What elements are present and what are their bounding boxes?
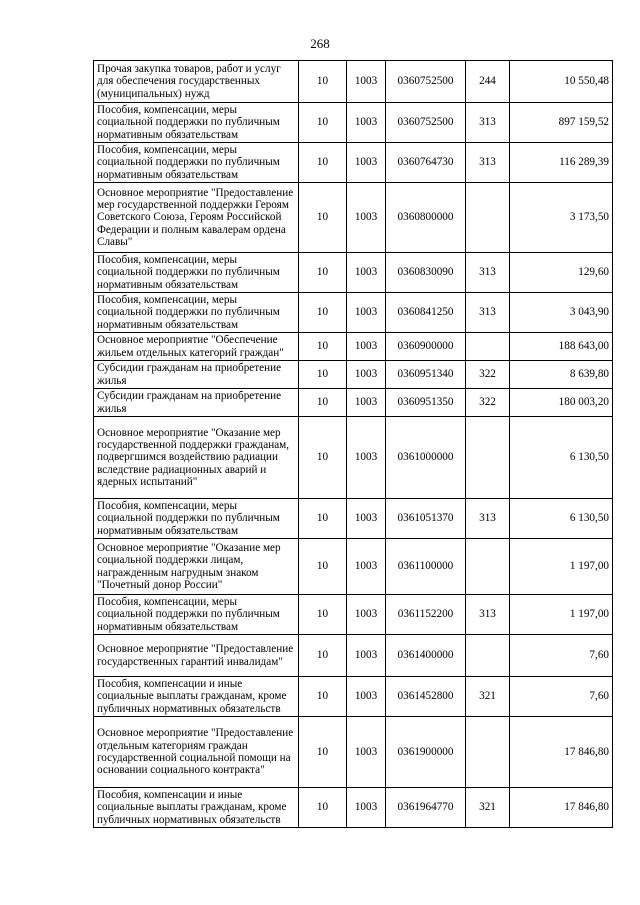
cell-sum: 17 846,80 bbox=[510, 717, 613, 788]
table-row bbox=[94, 61, 613, 103]
cell-section: 10 bbox=[299, 183, 347, 253]
cell-name: Основное мероприятие "Оказание мер социальной поддержки лицам, награжденным нагрудным знаком "Почетный донор России" bbox=[94, 539, 299, 595]
cell-expense-type bbox=[466, 539, 510, 595]
cell-expense-type: 313 bbox=[466, 595, 510, 635]
cell-name: Основное мероприятие "Обеспечение жильем отдельных категорий граждан" bbox=[94, 333, 299, 361]
cell-target-code: 0360752500 bbox=[386, 103, 466, 143]
cell-target-code: 0360841250 bbox=[386, 293, 466, 333]
cell-name: Субсидии гражданам на приобретение жилья bbox=[94, 389, 299, 417]
cell-sum: 8 639,80 bbox=[510, 361, 613, 389]
page-number: 268 bbox=[310, 36, 330, 51]
table-row bbox=[94, 333, 613, 361]
cell-section: 10 bbox=[299, 499, 347, 539]
cell-section: 10 bbox=[299, 635, 347, 677]
cell-target-code: 0361452800 bbox=[386, 677, 466, 717]
cell-name: Пособия, компенсации, меры социальной поддержки по публичным нормативным обязательствам bbox=[94, 293, 299, 333]
cell-sum: 116 289,39 bbox=[510, 143, 613, 183]
cell-name: Основное мероприятие "Оказание мер государственной поддержки гражданам, подвергшимся воздействию радиации вследствие радиационных аварий и ядерных испытаний" bbox=[94, 417, 299, 499]
cell-name: Пособия, компенсации, меры социальной поддержки по публичным нормативным обязательствам bbox=[94, 499, 299, 539]
cell-sum: 1 197,00 bbox=[510, 595, 613, 635]
cell-name: Субсидии гражданам на приобретение жилья bbox=[94, 361, 299, 389]
cell-name: Прочая закупка товаров, работ и услуг для обеспечения государственных (муниципальных) нужд bbox=[94, 61, 299, 103]
cell-section: 10 bbox=[299, 677, 347, 717]
cell-target-code: 0360830090 bbox=[386, 253, 466, 293]
cell-sum: 1 197,00 bbox=[510, 539, 613, 595]
cell-sum: 3 043,90 bbox=[510, 293, 613, 333]
cell-section: 10 bbox=[299, 333, 347, 361]
table-row bbox=[94, 253, 613, 293]
cell-sum: 180 003,20 bbox=[510, 389, 613, 417]
cell-target-code: 0361152200 bbox=[386, 595, 466, 635]
cell-section: 10 bbox=[299, 143, 347, 183]
table-row bbox=[94, 595, 613, 635]
cell-expense-type: 313 bbox=[466, 499, 510, 539]
table-row bbox=[94, 788, 613, 828]
table-row bbox=[94, 389, 613, 417]
cell-subsection: 1003 bbox=[347, 361, 386, 389]
cell-expense-type: 313 bbox=[466, 143, 510, 183]
cell-expense-type: 322 bbox=[466, 389, 510, 417]
cell-section: 10 bbox=[299, 253, 347, 293]
table-row bbox=[94, 183, 613, 253]
cell-sum: 10 550,48 bbox=[510, 61, 613, 103]
cell-name: Основное мероприятие "Предоставление отдельным категориям граждан государственной социальной помощи на основании социального контракта" bbox=[94, 717, 299, 788]
cell-subsection: 1003 bbox=[347, 333, 386, 361]
cell-target-code: 0361400000 bbox=[386, 635, 466, 677]
cell-section: 10 bbox=[299, 539, 347, 595]
cell-section: 10 bbox=[299, 417, 347, 499]
cell-target-code: 0360951350 bbox=[386, 389, 466, 417]
cell-subsection: 1003 bbox=[347, 389, 386, 417]
cell-expense-type bbox=[466, 333, 510, 361]
cell-subsection: 1003 bbox=[347, 417, 386, 499]
cell-target-code: 0361100000 bbox=[386, 539, 466, 595]
cell-sum: 3 173,50 bbox=[510, 183, 613, 253]
cell-target-code: 0360800000 bbox=[386, 183, 466, 253]
cell-subsection: 1003 bbox=[347, 253, 386, 293]
cell-subsection: 1003 bbox=[347, 183, 386, 253]
cell-name: Пособия, компенсации и иные социальные выплаты гражданам, кроме публичных нормативных обязательств bbox=[94, 788, 299, 828]
cell-section: 10 bbox=[299, 717, 347, 788]
cell-subsection: 1003 bbox=[347, 143, 386, 183]
cell-section: 10 bbox=[299, 389, 347, 417]
cell-expense-type: 244 bbox=[466, 61, 510, 103]
table-row bbox=[94, 143, 613, 183]
cell-subsection: 1003 bbox=[347, 61, 386, 103]
cell-subsection: 1003 bbox=[347, 595, 386, 635]
cell-expense-type bbox=[466, 717, 510, 788]
cell-target-code: 0361051370 bbox=[386, 499, 466, 539]
cell-target-code: 0360951340 bbox=[386, 361, 466, 389]
cell-subsection: 1003 bbox=[347, 499, 386, 539]
cell-section: 10 bbox=[299, 293, 347, 333]
table-row bbox=[94, 677, 613, 717]
cell-subsection: 1003 bbox=[347, 635, 386, 677]
cell-target-code: 0360764730 bbox=[386, 143, 466, 183]
cell-expense-type: 321 bbox=[466, 788, 510, 828]
cell-section: 10 bbox=[299, 788, 347, 828]
cell-sum: 6 130,50 bbox=[510, 417, 613, 499]
cell-section: 10 bbox=[299, 61, 347, 103]
cell-name: Основное мероприятие "Предоставление государственных гарантий инвалидам" bbox=[94, 635, 299, 677]
cell-subsection: 1003 bbox=[347, 677, 386, 717]
cell-expense-type: 313 bbox=[466, 103, 510, 143]
table-row bbox=[94, 361, 613, 389]
cell-sum: 17 846,80 bbox=[510, 788, 613, 828]
cell-name: Пособия, компенсации, меры социальной поддержки по публичным нормативным обязательствам bbox=[94, 103, 299, 143]
cell-subsection: 1003 bbox=[347, 717, 386, 788]
cell-expense-type: 313 bbox=[466, 253, 510, 293]
cell-expense-type bbox=[466, 417, 510, 499]
cell-section: 10 bbox=[299, 361, 347, 389]
cell-target-code: 0360900000 bbox=[386, 333, 466, 361]
cell-target-code: 0361000000 bbox=[386, 417, 466, 499]
cell-section: 10 bbox=[299, 103, 347, 143]
table-row bbox=[94, 417, 613, 499]
table-row bbox=[94, 635, 613, 677]
cell-name: Пособия, компенсации и иные социальные выплаты гражданам, кроме публичных нормативных обязательств bbox=[94, 677, 299, 717]
table-row bbox=[94, 717, 613, 788]
table-row bbox=[94, 103, 613, 143]
cell-subsection: 1003 bbox=[347, 539, 386, 595]
cell-sum: 188 643,00 bbox=[510, 333, 613, 361]
table-row bbox=[94, 499, 613, 539]
cell-subsection: 1003 bbox=[347, 788, 386, 828]
cell-sum: 6 130,50 bbox=[510, 499, 613, 539]
cell-name: Пособия, компенсации, меры социальной поддержки по публичным нормативным обязательствам bbox=[94, 253, 299, 293]
cell-expense-type bbox=[466, 635, 510, 677]
cell-subsection: 1003 bbox=[347, 103, 386, 143]
table-row bbox=[94, 539, 613, 595]
cell-sum: 897 159,52 bbox=[510, 103, 613, 143]
cell-expense-type bbox=[466, 183, 510, 253]
cell-subsection: 1003 bbox=[347, 293, 386, 333]
cell-target-code: 0360752500 bbox=[386, 61, 466, 103]
cell-expense-type: 321 bbox=[466, 677, 510, 717]
cell-name: Основное мероприятие "Предоставление мер государственной поддержки Героям Советского Союза, Героям Российской Федерации и полным кавалерам ордена Славы" bbox=[94, 183, 299, 253]
cell-sum: 129,60 bbox=[510, 253, 613, 293]
table-row bbox=[94, 293, 613, 333]
cell-section: 10 bbox=[299, 595, 347, 635]
cell-expense-type: 313 bbox=[466, 293, 510, 333]
cell-target-code: 0361900000 bbox=[386, 717, 466, 788]
budget-table bbox=[93, 60, 613, 828]
cell-sum: 7,60 bbox=[510, 635, 613, 677]
cell-target-code: 0361964770 bbox=[386, 788, 466, 828]
cell-sum: 7,60 bbox=[510, 677, 613, 717]
cell-expense-type: 322 bbox=[466, 361, 510, 389]
cell-name: Пособия, компенсации, меры социальной поддержки по публичным нормативным обязательствам bbox=[94, 595, 299, 635]
cell-name: Пособия, компенсации, меры социальной поддержки по публичным нормативным обязательствам bbox=[94, 143, 299, 183]
